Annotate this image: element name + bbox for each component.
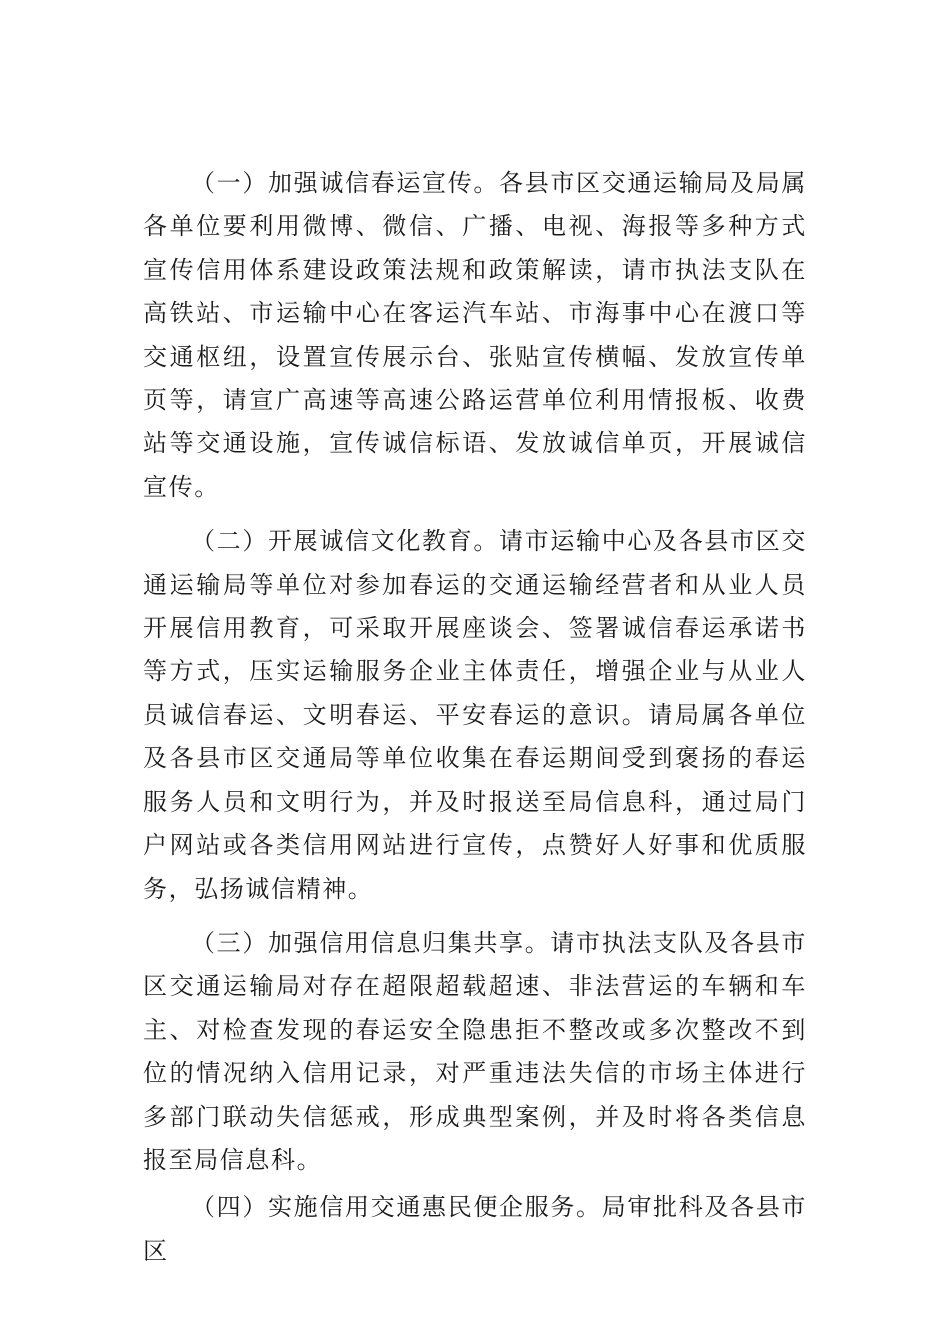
paragraph-information-sharing: （三）加强信用信息归集共享。请市执法支队及各县市区交通运输局对存在超限超载超速、非法营运的车辆和车主、对检查发现的春运安全隐患拒不整改或多次整改不到位的情况纳入信用记录，对严重违法失信的市场主体进行多部门联动失信惩戒，形成典型案例，并及时将各类信息报至局信息科。 xyxy=(143,928,807,1174)
paragraph-promotion: （一）加强诚信春运宣传。各县市区交通运输局及局属各单位要利用微博、微信、广播、电视、海报等多种方式宣传信用体系建设政策法规和政策解读，请市执法支队在高铁站、市运输中心在客运汽车站、市海事中心在渡口等交通枢纽，设置宣传展示台、张贴宣传横幅、发放宣传单页等，请宣广高速等高速公路运营单位利用情报板、收费站等交通设施，宣传诚信标语、发放诚信单页，开展诚信宣传。 xyxy=(143,169,807,501)
paragraph-education: （二）开展诚信文化教育。请市运输中心及各县市区交通运输局等单位对参加春运的交通运输经营者和从业人员开展信用教育，可采取开展座谈会、签署诚信春运承诺书等方式，压实运输服务企业主体责任，增强企业与从业人员诚信春运、文明春运、平安春运的意识。请局属各单位及各县市区交通局等单位收集在春运期间受到褒扬的春运服务人员和文明行为，并及时报送至局信息科，通过局门户网站或各类信用网站进行宣传，点赞好人好事和优质服务，弘扬诚信精神。 xyxy=(143,527,807,903)
paragraph-convenience-service: （四）实施信用交通惠民便企服务。局审批科及各县市区 xyxy=(143,1193,807,1265)
document-body xyxy=(143,162,807,1273)
